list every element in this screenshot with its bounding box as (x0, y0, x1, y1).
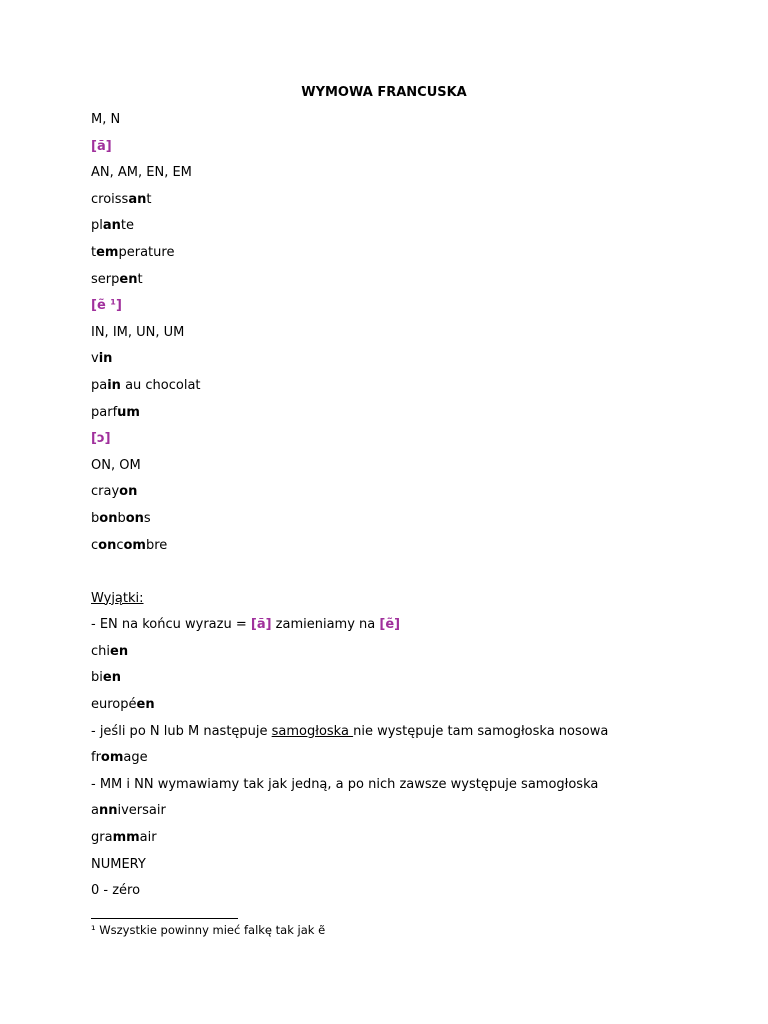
text-line (91, 110, 731, 137)
text-line (91, 509, 731, 536)
text-line (91, 456, 731, 483)
text-run: serp (91, 271, 120, 287)
highlighted-letters: an (102, 218, 121, 234)
text-run: te (120, 218, 135, 234)
text-run: b (117, 510, 126, 526)
text-line (91, 828, 731, 855)
ipa-symbol: [ɔ] (91, 431, 111, 447)
text-run: bi (91, 670, 103, 686)
text-run: 0 - zéro (91, 883, 141, 899)
text-line (91, 748, 731, 775)
highlighted-letters: om (100, 750, 124, 766)
text-line (91, 163, 731, 190)
highlighted-letters: en (119, 271, 138, 287)
highlighted-letters: in (98, 351, 113, 367)
highlighted-letters: um (117, 404, 140, 420)
text-line (91, 429, 731, 456)
highlighted-letters: en (110, 643, 129, 659)
text-line (91, 668, 731, 695)
footnote: ¹ Wszystkie powinny mieć falkę tak jak ẽ (91, 923, 326, 937)
text-line (91, 722, 731, 749)
text-run: - MM i NN wymawiamy tak jak jedną, a po nich zawsze występuje samogłoska (91, 776, 599, 792)
highlighted-letters: nn (98, 803, 118, 819)
text-line (91, 855, 731, 882)
highlighted-letters: en (102, 670, 121, 686)
document-title: WYMOWA FRANCUSKA (301, 85, 467, 100)
highlighted-letters: in (107, 377, 121, 393)
text-run: a (91, 803, 99, 819)
text-line (91, 137, 731, 164)
text-line (91, 642, 731, 669)
highlighted-letters: on (125, 510, 144, 526)
text-run: au chocolat (120, 377, 201, 393)
underlined-text: samogłoska (271, 723, 354, 739)
text-line (91, 349, 731, 376)
text-run: c (116, 537, 124, 553)
ipa-symbol: [ã] (91, 138, 112, 154)
text-run: nie występuje tam samogłoska nosowa (353, 723, 609, 739)
ipa-symbol: [ã] (250, 617, 272, 633)
highlighted-letters: an (128, 191, 147, 207)
text-line (91, 589, 731, 616)
text-line (91, 695, 731, 722)
text-line (91, 323, 731, 350)
text-run: b (91, 510, 100, 526)
text-run: chi (91, 643, 110, 659)
text-run: pa (91, 377, 108, 393)
text-run: ON, OM (91, 457, 141, 473)
blank-line (91, 562, 731, 589)
highlighted-letters: om (123, 537, 146, 553)
text-run: cray (91, 484, 120, 500)
text-run: - jeśli po N lub M następuje (91, 723, 272, 739)
document-body (91, 110, 731, 908)
text-line (91, 270, 731, 297)
text-line (91, 190, 731, 217)
text-line (91, 482, 731, 509)
text-run: t (91, 244, 97, 260)
text-line (91, 615, 731, 642)
text-run: perature (118, 244, 175, 260)
text-line (91, 881, 731, 908)
text-run: zamieniamy na (271, 617, 380, 633)
highlighted-letters: on (98, 537, 117, 553)
text-line (91, 216, 731, 243)
highlighted-letters: on (99, 510, 118, 526)
highlighted-letters: em (96, 244, 119, 260)
ipa-symbol: [ẽ ¹] (91, 298, 122, 314)
highlighted-letters: mm (112, 830, 140, 846)
text-run: bre (145, 537, 168, 553)
text-run: M, N (91, 112, 121, 127)
text-line (91, 376, 731, 403)
footnote-separator (91, 918, 238, 919)
text-run: age (123, 750, 148, 766)
text-line (91, 536, 731, 563)
text-run: t (137, 271, 143, 287)
text-run: iversair (117, 803, 166, 819)
text-run: NUMERY (91, 856, 146, 872)
ipa-symbol: [ẽ] (379, 617, 401, 633)
text-run: IN, IM, UN, UM (91, 324, 185, 340)
text-run: c (91, 537, 99, 553)
text-run: fr (91, 750, 101, 766)
text-run: gra (91, 830, 113, 846)
underlined-text: Wyjątki: (91, 590, 144, 606)
text-run: croiss (91, 191, 129, 207)
text-run: europé (91, 697, 137, 713)
text-line (91, 243, 731, 270)
text-line (91, 775, 731, 802)
text-run: t (146, 191, 152, 207)
text-run: s (143, 510, 151, 526)
text-run: AN, AM, EN, EM (91, 165, 192, 181)
text-run: parf (91, 404, 118, 420)
text-line (91, 403, 731, 430)
text-run: air (139, 830, 157, 846)
highlighted-letters: en (136, 697, 155, 713)
text-run: pl (91, 218, 103, 234)
text-line (91, 801, 731, 828)
text-run: - EN na końcu wyrazu = (91, 617, 251, 633)
highlighted-letters: on (119, 484, 138, 500)
text-run: v (91, 351, 99, 367)
text-line (91, 296, 731, 323)
